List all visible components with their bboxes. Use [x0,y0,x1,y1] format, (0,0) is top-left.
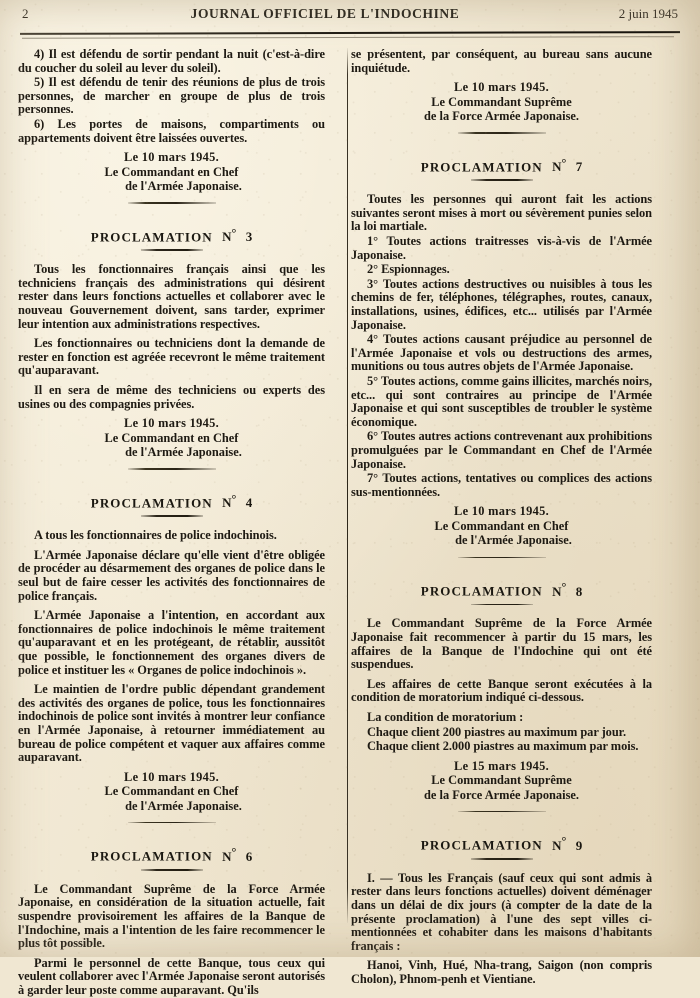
signature-line: de la Force Armée Japonaise. [424,787,579,802]
heading-abbrev: N [222,229,232,245]
heading-word: PROCLAMATION [420,583,543,599]
signature-line: de l'Armée Japonaise. [455,533,572,548]
degree-icon: ° [561,580,567,595]
paragraph: Les fonctionnaires ou techniciens dont la demande de rester en fonction est agréée recevront le même traitement qu'auparavant. [18,336,325,378]
heading-word: PROCLAMATION [420,159,543,175]
list-item: 4) Il est défendu de sortir pendant la nuit (c'est-à-dire du coucher du soleil au lever du soleil). [18,47,325,75]
heading-abbrev: N [552,583,562,599]
paragraph: Toutes les personnes qui auront fait les actions suivantes seront mises à mort ou sévèrement punies selon la loi martiale. [351,192,652,234]
issue-date: 2 juin 1945 [618,6,678,21]
masthead-rule [20,30,680,40]
list-item: 2° Espionnages. [367,262,450,277]
paragraph: I. — Tous les Français (sauf ceux qui sont admis à rester dans leurs fonctions actuelles) doivent déménager dans un délai de dix jours (à compter de la date de la présente proclamation) à l'une des sept villes ci-mentionnées et cohabiter dans les maisons d'habitants français : [351,870,652,953]
signature-block [18,416,325,459]
signature-line: de l'Armée Japonaise. [125,444,242,459]
paragraph: Tous les fonctionnaires français ainsi que les techniciens français des administrations qui désirent rester dans leurs fonctions actuelles et collaborer avec le nouveau Gouvernement doivent, sans tarder, exprimer leur intention aux administrations respectives. [18,262,325,331]
heading-abbrev: N [552,837,562,853]
signature-line: de l'Armée Japonaise. [125,798,242,813]
signature-date: Le 15 mars 1945. [454,758,549,773]
list-item: 6) Les portes de maisons, compartiments ou appartements doivent être laissées ouvertes. [18,116,325,145]
paragraph: La condition de moratorium : [367,709,524,724]
heading-abbrev: N [552,159,562,175]
heading-abbrev: N [222,848,232,864]
paragraph: A tous les fonctionnaires de police indochinois. [34,528,277,543]
signature-block [351,80,652,123]
heading-number: 3 [245,229,253,245]
signature-line: Le Commandant Suprême [431,773,572,788]
heading-number: 8 [575,583,583,599]
paragraph: Les affaires de cette Banque seront exécutées à la condition de moratorium indiqué ci-dessous. [351,676,652,705]
paragraph: Il en sera de même des techniciens ou experts des usines ou des compagnies privées. [18,382,325,411]
publication-title: JOURNAL OFFICIEL DE L'INDOCHINE [190,6,460,21]
paragraph: L'Armée Japonaise a l'intention, en accordant aux fonctionnaires de police indochinois le même traitement qu'auparavant et en les protégeant, de rétablir, aussitôt que possible, le fonctionnement des organes divers de police et instituer les « Organes de police indochinois ». [18,608,325,677]
paragraph: Le Commandant Suprême de la Force Armée Japonaise fait recommencer à partir du 15 mars, les affaires de la Banque de l'Indochine qui ont été suspendues. [351,616,652,672]
proclamation-heading [351,834,652,854]
signature-block [351,759,652,802]
heading-word: PROCLAMATION [420,837,543,853]
signature-line: Le Commandant Suprême [431,94,572,109]
paragraph: Chaque client 200 piastres au maximum par jour. [367,724,627,739]
paragraph: Hanoi, Vinh, Hué, Nha-trang, Saigon (non compris Cholon), Phnom-penh et Vientiane. [351,958,652,986]
proclamation-heading [351,580,652,600]
signature-line: de l'Armée Japonaise. [125,178,242,193]
columns-container [18,47,682,997]
signature-block [18,150,325,193]
degree-icon: ° [231,491,237,506]
list-item: 5) Il est défendu de tenir des réunions de plus de trois personnes, de marcher en groupe de plus de trois personnes. [18,75,325,117]
paragraph: se présentent, par conséquent, au bureau sans aucune inquiétude. [351,47,652,75]
list-item: 1° Toutes actions traitresses vis-à-vis de l'Armée Japonaise. [351,234,652,262]
paragraph: L'Armée Japonaise déclare qu'elle vient d'être obligée de procéder au désarmement des organes de police dans le seul but de faire cesser les activités des fonctionnaires de police français. [18,547,325,603]
list-item: 7° Toutes actions, tentatives ou complices des actions sus-mentionnées. [351,471,652,499]
degree-icon: ° [561,834,567,849]
signature-block [351,504,652,547]
proclamation-heading [18,492,325,512]
signature-date: Le 10 mars 1945. [454,504,549,519]
proclamation-heading [18,226,325,246]
list-item: 5° Toutes actions, comme gains illicites, marchés noirs, etc... qui sont contraires au principe de l'Armée Japonaise et qui sont susceptibles de troubler le système économique. [351,373,652,429]
signature-line: Le Commandant en Chef [104,164,239,179]
heading-number: 6 [245,848,253,864]
heading-abbrev: N [222,495,232,511]
paragraph: Le maintien de l'ordre public dépendant grandement des activités des organes de police, tous les fonctionnaires indochinois de police sont invités à montrer leur confiance en l'Armée Japonaise, à retourner immédiatement au bureau de police compétent et vaquer aux affaires comme auparavant. [18,682,325,765]
paragraph: Chaque client 2.000 piastres au maximum par mois. [367,739,639,754]
list-item: 3° Toutes actions destructives ou nuisibles à tous les chemins de fer, téléphones, télégraphes, routes, canaux, installations, usines, édifices, etc... utilisés par l'Armée Japonaise. [351,276,652,332]
signature-date: Le 10 mars 1945. [454,80,549,95]
heading-number: 9 [575,837,583,853]
degree-icon: ° [231,225,237,240]
paragraph: Le Commandant Suprême de la Force Armée Japonaise, en considération de la situation actuelle, fait suspendre provisoirement les affaires de la Banque de l'Indochine, mais a l'intention de les faire recommencer le plus tôt possible. [18,881,325,951]
signature-line: Le Commandant en Chef [104,430,239,445]
signature-date: Le 10 mars 1945. [124,150,219,165]
signature-line: Le Commandant en Chef [104,784,239,799]
column-divider [347,48,348,923]
signature-date: Le 10 mars 1945. [124,416,219,431]
masthead [18,0,682,28]
proclamation-heading [351,156,652,176]
heading-number: 7 [575,159,583,175]
signature-line: de la Force Armée Japonaise. [424,109,579,123]
proclamation-heading [18,845,325,865]
list-item: 4° Toutes actions causant préjudice au personnel de l'Armée Japonaise et vols ou destructions des armes, munitions ou tous autres objets de l'Armée Japonaise. [351,332,652,374]
heading-number: 4 [245,495,253,511]
degree-icon: ° [561,155,567,170]
left-column [18,47,335,997]
right-column [335,47,652,986]
signature-line: Le Commandant en Chef [434,518,569,533]
paragraph: Parmi le personnel de cette Banque, tous ceux qui veulent collaborer avec l'Armée Japonaise seront autorisés à garder leur poste comme auparavant. Qu'ils [18,955,325,997]
page-number: 2 [22,6,29,21]
list-item: 6° Toutes autres actions contrevenant aux prohibitions promulguées par le Commandant en Chef de l'Armée Japonaise. [351,429,652,471]
degree-icon: ° [231,845,237,860]
signature-date: Le 10 mars 1945. [124,769,219,784]
heading-word: PROCLAMATION [90,495,213,511]
signature-block [18,770,325,813]
heading-word: PROCLAMATION [90,848,213,864]
heading-word: PROCLAMATION [90,229,213,245]
